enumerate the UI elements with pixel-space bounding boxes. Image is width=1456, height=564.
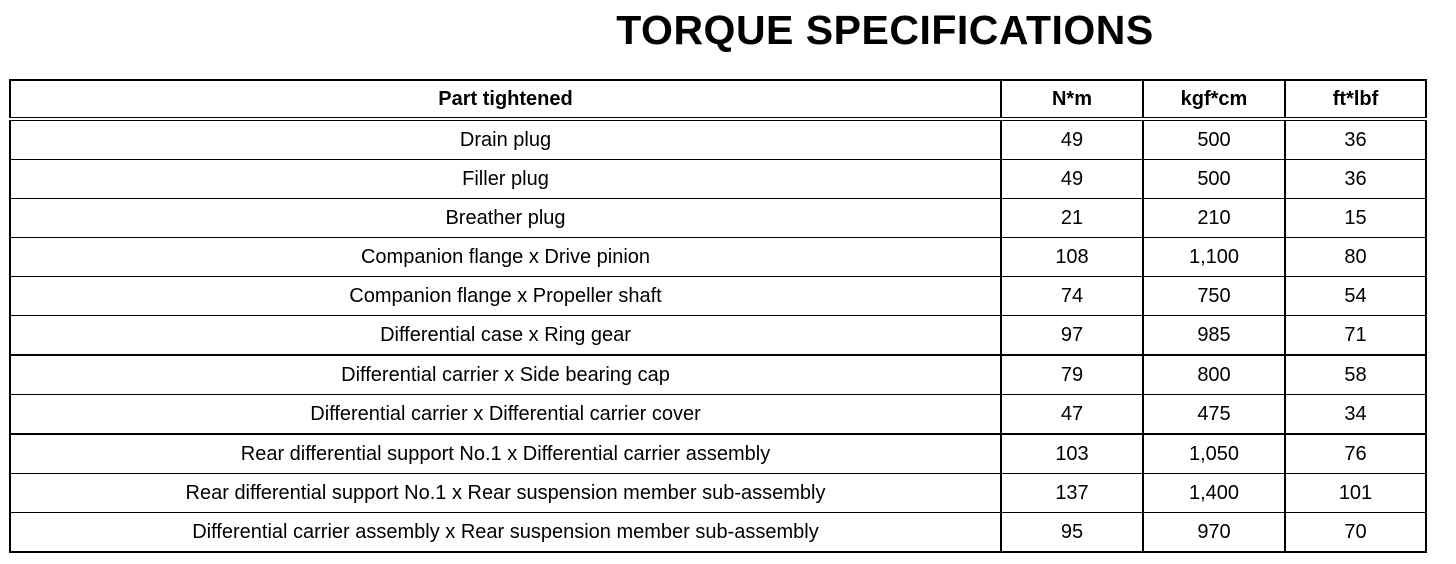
cell-ft-lbf: 80 bbox=[1285, 238, 1426, 277]
table-row bbox=[10, 316, 1426, 356]
cell-part: Differential carrier assembly x Rear suspension member sub-assembly bbox=[10, 513, 1001, 553]
torque-spec-table bbox=[9, 79, 1427, 553]
cell-part: Breather plug bbox=[10, 199, 1001, 238]
cell-kgf-cm: 800 bbox=[1143, 355, 1285, 395]
cell-kgf-cm: 970 bbox=[1143, 513, 1285, 553]
cell-part: Differential carrier x Side bearing cap bbox=[10, 355, 1001, 395]
table-row bbox=[10, 199, 1426, 238]
table-row bbox=[10, 474, 1426, 513]
header-ft-lbf: ft*lbf bbox=[1285, 80, 1426, 119]
cell-part: Differential carrier x Differential carrier cover bbox=[10, 395, 1001, 435]
table-row bbox=[10, 119, 1426, 160]
cell-nm: 47 bbox=[1001, 395, 1143, 435]
cell-kgf-cm: 500 bbox=[1143, 160, 1285, 199]
cell-nm: 21 bbox=[1001, 199, 1143, 238]
cell-ft-lbf: 36 bbox=[1285, 160, 1426, 199]
cell-part: Rear differential support No.1 x Rear suspension member sub-assembly bbox=[10, 474, 1001, 513]
cell-ft-lbf: 15 bbox=[1285, 199, 1426, 238]
cell-kgf-cm: 750 bbox=[1143, 277, 1285, 316]
cell-nm: 137 bbox=[1001, 474, 1143, 513]
cell-ft-lbf: 34 bbox=[1285, 395, 1426, 435]
cell-nm: 79 bbox=[1001, 355, 1143, 395]
cell-kgf-cm: 500 bbox=[1143, 119, 1285, 160]
header-kgf-cm: kgf*cm bbox=[1143, 80, 1285, 119]
cell-part: Rear differential support No.1 x Differential carrier assembly bbox=[10, 434, 1001, 474]
cell-nm: 97 bbox=[1001, 316, 1143, 356]
table-row bbox=[10, 513, 1426, 553]
cell-kgf-cm: 210 bbox=[1143, 199, 1285, 238]
cell-kgf-cm: 1,100 bbox=[1143, 238, 1285, 277]
cell-part: Companion flange x Drive pinion bbox=[10, 238, 1001, 277]
page-title: TORQUE SPECIFICATIONS bbox=[616, 7, 1154, 53]
cell-nm: 108 bbox=[1001, 238, 1143, 277]
table-row bbox=[10, 277, 1426, 316]
cell-part: Drain plug bbox=[10, 119, 1001, 160]
cell-kgf-cm: 985 bbox=[1143, 316, 1285, 356]
cell-kgf-cm: 1,400 bbox=[1143, 474, 1285, 513]
table-row bbox=[10, 160, 1426, 199]
cell-nm: 49 bbox=[1001, 160, 1143, 199]
cell-nm: 74 bbox=[1001, 277, 1143, 316]
header-newton-meter: N*m bbox=[1001, 80, 1143, 119]
cell-kgf-cm: 475 bbox=[1143, 395, 1285, 435]
cell-ft-lbf: 36 bbox=[1285, 119, 1426, 160]
table-row bbox=[10, 355, 1426, 395]
cell-ft-lbf: 70 bbox=[1344, 521, 1367, 543]
table-header-row bbox=[10, 80, 1426, 119]
cell-part: Companion flange x Propeller shaft bbox=[10, 277, 1001, 316]
table-row bbox=[10, 434, 1426, 474]
header-part-tightened: Part tightened bbox=[10, 80, 1001, 119]
cell-ft-lbf: 71 bbox=[1285, 316, 1426, 356]
cell-part: Filler plug bbox=[10, 160, 1001, 199]
cell-part: Differential case x Ring gear bbox=[10, 316, 1001, 356]
cell-ft-lbf: 58 bbox=[1285, 355, 1426, 395]
table-row bbox=[10, 395, 1426, 435]
cell-ft-lbf: 76 bbox=[1285, 434, 1426, 474]
cell-nm: 49 bbox=[1001, 119, 1143, 160]
cell-ft-lbf: 54 bbox=[1285, 277, 1426, 316]
cell-ft-lbf: 101 bbox=[1285, 474, 1426, 513]
cell-kgf-cm: 1,050 bbox=[1143, 434, 1285, 474]
cell-nm: 95 bbox=[1001, 513, 1143, 553]
table-row bbox=[10, 238, 1426, 277]
cell-nm: 103 bbox=[1001, 434, 1143, 474]
